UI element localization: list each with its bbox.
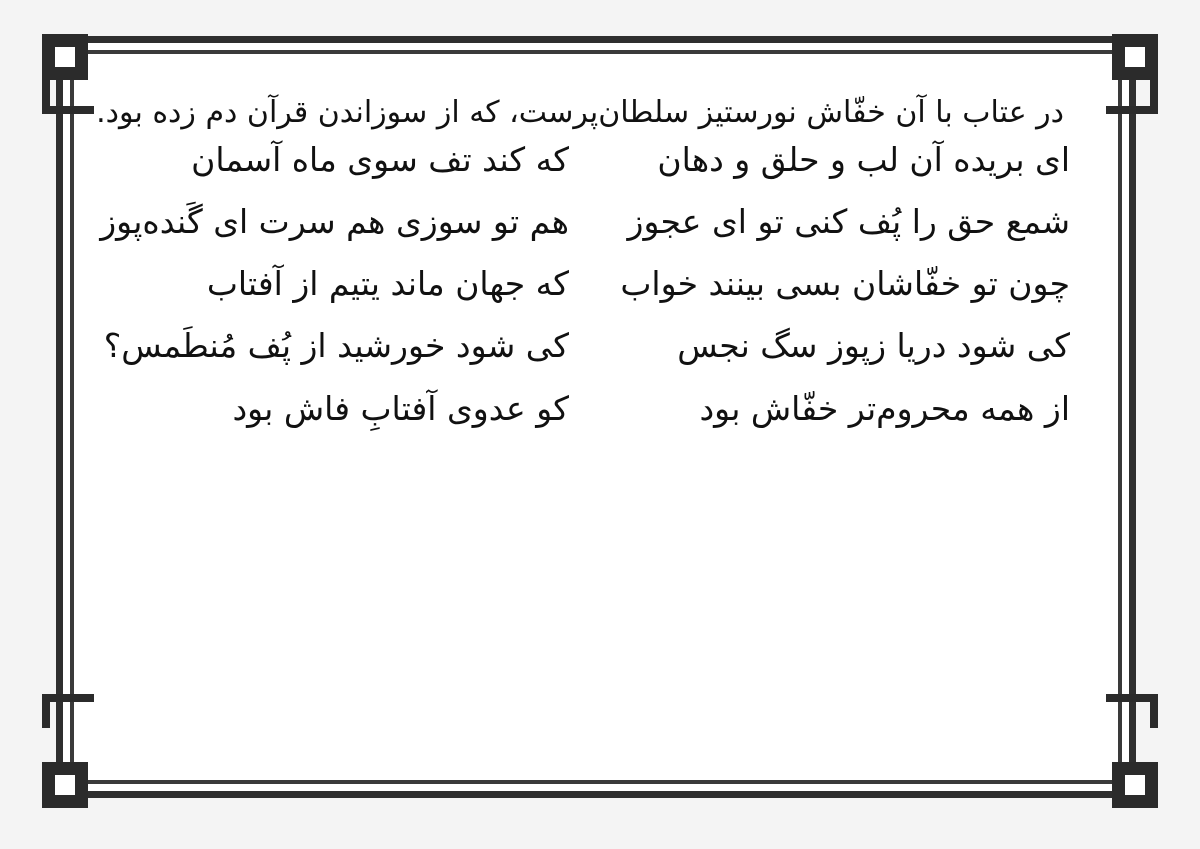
corner-ornament-hole xyxy=(55,47,75,67)
corner-ornament-hole xyxy=(55,775,75,795)
hemistich-first: چون تو خفّاشان بسی بینند خواب xyxy=(620,264,1070,304)
frame-accent xyxy=(42,694,94,702)
poem-couplet xyxy=(114,266,1070,302)
poem-couplet xyxy=(114,139,1070,179)
hemistich-second: کو عدوی آفتابِ فاش بود xyxy=(232,388,569,428)
corner-ornament-hole xyxy=(1125,47,1145,67)
hemistich-second: که کند تف سوی ماه آسمان xyxy=(191,139,569,179)
hemistich-second: هم تو سوزی هم سرت ای گَنده‌پوز xyxy=(100,201,569,241)
hemistich-first: ای بریده آن لب و حلق و دهان xyxy=(657,139,1070,179)
frame-accent xyxy=(42,106,94,114)
hemistich-first: کی شود دریا زپوز سگ نجس xyxy=(677,326,1070,366)
corner-ornament-hole xyxy=(1125,775,1145,795)
frame-accent xyxy=(1106,694,1158,702)
hemistich-second: که جهان ماند یتیم از آفتاب xyxy=(206,264,569,304)
hemistich-second: کی شود خورشید از پُف مُنطَمس؟ xyxy=(103,326,569,366)
corner-ornament-top-left xyxy=(1112,34,1158,80)
hemistich-first: شمع حق را پُف کنی تو ای عجوز xyxy=(627,201,1070,241)
hemistich-first: از همه محروم‌تر خفّاش بود xyxy=(699,388,1070,428)
poem-intro-line: در عتاب با آن خفّاش نورستیز سلطان‌پرست، که از سوزاندن قرآن دم زده بود. xyxy=(96,95,1064,130)
corner-ornament-bottom-right xyxy=(42,762,88,808)
poem-couplet xyxy=(114,388,1070,428)
corner-ornament-bottom-left xyxy=(1112,762,1158,808)
poem-content xyxy=(96,70,1088,764)
poem-couplet xyxy=(100,201,1070,241)
poem-couplets xyxy=(100,138,1088,428)
frame-accent xyxy=(1106,106,1158,114)
corner-ornament-top-right xyxy=(42,34,88,80)
poem-couplet xyxy=(103,326,1070,366)
